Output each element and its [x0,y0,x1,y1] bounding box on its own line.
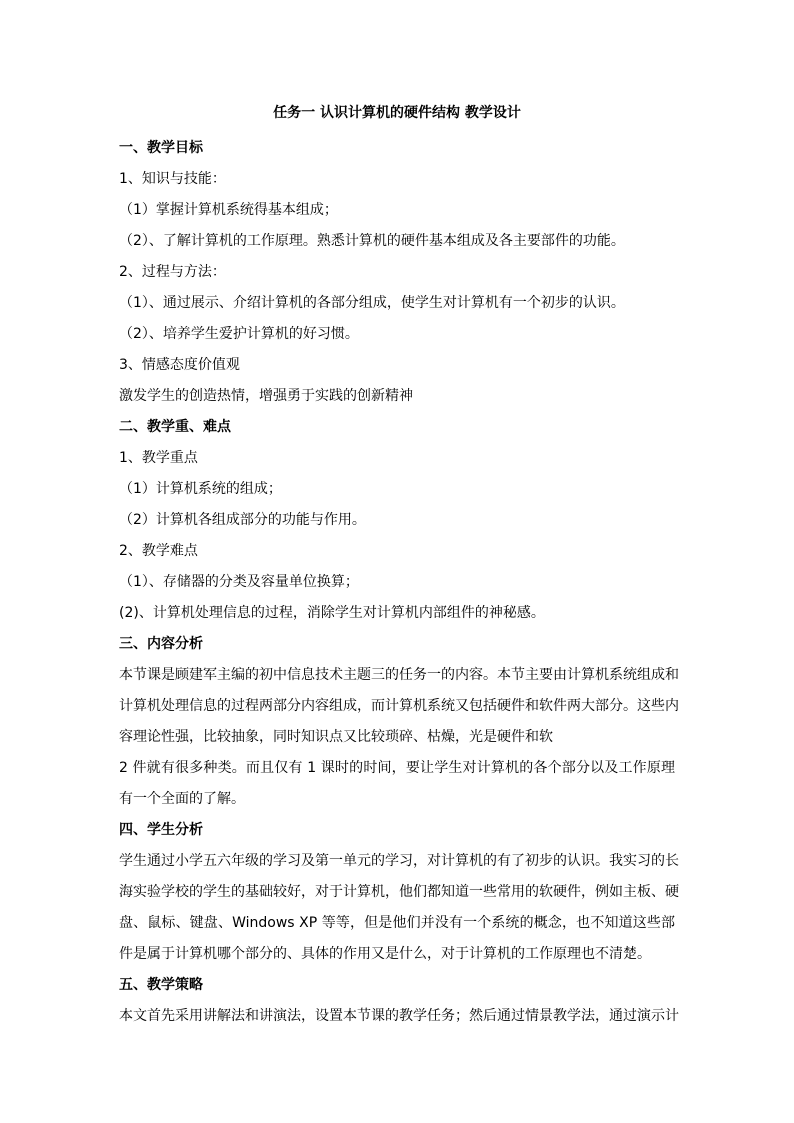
difficulties-label: 2、教学难点 [119,543,198,559]
paragraph-line: 容理论性强，比较抽象，同时知识点又比较琐碎、枯燥，光是硬件和软 [119,729,553,745]
paragraph-line: 2 件就有很多种类。而且仅有 1 课时的时间，要让学生对计算机的各个部分以及工作原理 [119,760,675,776]
paragraph-line: 有一个全面的了解。 [119,791,245,807]
section-heading-objectives: 一、教学目标 [119,140,203,156]
paragraph-line: 本文首先采用讲解法和讲演法，设置本节课的教学任务；然后通过情景教学法，通过演示计 [119,1008,679,1024]
objective-item: （2）、了解计算机的工作原理。熟悉计算机的硬件基本组成及各主要部件的功能。 [119,233,625,249]
objective-item: （1）、通过展示、介绍计算机的各部分组成，使学生对计算机有一个初步的认识。 [119,295,625,311]
difficulty-item: （1）、存储器的分类及容量单位换算； [119,574,359,590]
paragraph-line: 学生通过小学五六年级的学习及第一单元的学习，对计算机的有了初步的认识。我实习的长 [119,853,679,869]
objective-item: （1）掌握计算机系统得基本组成； [119,202,338,218]
content-analysis-paragraph [119,660,679,815]
paragraph-line: 计算机处理信息的过程两部分内容组成，而计算机系统又包括硬件和软件两大部分。这些内 [119,698,679,714]
paragraph-line: 盘、鼠标、键盘、Windows XP 等等，但是他们并没有一个系统的概念，也不知道这些部 [119,915,675,931]
key-point-item: （1）计算机系统的组成； [119,481,282,497]
paragraph-line: 件是属于计算机哪个部分的、具体的作用又是什么，对于计算机的工作原理也不清楚。 [119,946,651,962]
difficulty-item: (2)、计算机处理信息的过程，消除学生对计算机内部组件的神秘感。 [119,605,545,621]
objective-item: （2）、培养学生爱护计算机的好习惯。 [119,326,359,342]
section-heading-student-analysis: 四、学生分析 [119,822,203,838]
objective-label-process: 2、过程与方法： [119,264,226,280]
section-heading-key-points: 二、教学重、难点 [119,419,231,435]
paragraph-line: 本节课是顾建军主编的初中信息技术主题三的任务一的内容。本节主要由计算机系统组成和 [119,667,679,683]
objective-item: 激发学生的创造热情，增强勇于实践的创新精神 [119,388,413,404]
section-heading-content-analysis: 三、内容分析 [119,636,203,652]
key-points-label: 1、教学重点 [119,450,198,466]
teaching-strategy-paragraph [119,1001,679,1032]
paragraph-line: 海实验学校的学生的基础较好，对于计算机，他们都知道一些常用的软硬件，例如主板、硬 [119,884,679,900]
student-analysis-paragraph [119,846,679,970]
key-point-item: （2）计算机各组成部分的功能与作用。 [119,512,366,528]
document-body [119,133,679,1032]
objective-label-attitude: 3、情感态度价值观 [119,357,240,373]
section-heading-teaching-strategy: 五、教学策略 [119,977,203,993]
objective-label-knowledge: 1、知识与技能： [119,171,226,187]
document-title: 任务一 认识计算机的硬件结构 教学设计 [273,105,521,121]
